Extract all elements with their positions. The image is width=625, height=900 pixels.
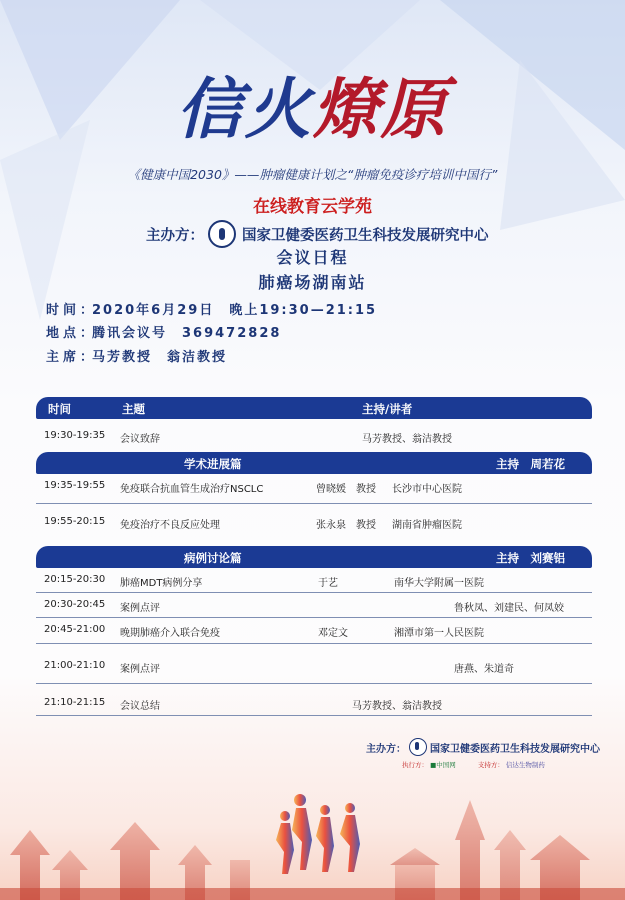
subtitle: 《健康中国2030》——肿瘤健康计划之“肿瘤免疫诊疗培训中国行” — [127, 167, 498, 182]
section-host: 主持 周若花 — [496, 457, 565, 471]
row-speaker: 张永泉 教授 — [316, 520, 376, 531]
sponsor-support-label: 支持方： — [477, 761, 504, 769]
row-topic: 免疫治疗不良反应处理 — [120, 520, 220, 531]
hero-title-part1: 信火 — [176, 71, 313, 148]
section-host: 主持 刘赛铝 — [496, 551, 565, 565]
row-time: 20:15-20:30 — [44, 574, 106, 585]
row-speaker: 邓定文 — [318, 628, 348, 639]
edu-title: 在线教育云学苑 — [253, 197, 372, 217]
row-divider — [36, 715, 592, 716]
row-topic: 会议致辞 — [120, 434, 160, 445]
footer-organizer — [366, 738, 600, 756]
info-time — [46, 299, 377, 318]
row-time: 19:55-20:15 — [44, 516, 106, 527]
row-speaker: 马芳教授、翁洁教授 — [352, 701, 442, 712]
row-time: 19:35-19:55 — [44, 480, 106, 491]
row-time: 21:10-21:15 — [44, 697, 106, 708]
row-topic: 案例点评 — [120, 603, 160, 614]
row-topic: 会议总结 — [120, 701, 160, 712]
section-title: 学术进展篇 — [184, 457, 242, 471]
info-time-value: 2020年6月29日 晚上19:30—21:15 — [92, 303, 378, 318]
footer-organizer-label: 主办方： — [366, 743, 406, 755]
row-topic: 肺癌MDT病例分享 — [120, 578, 203, 589]
organizer-label: 主办方： — [146, 227, 204, 244]
row-time: 21:00-21:10 — [44, 660, 106, 671]
info-chair — [46, 346, 227, 365]
info-chair-label: 主席： — [46, 350, 98, 365]
schedule-title: 会议日程 — [276, 248, 349, 267]
info-time-label: 时间： — [46, 303, 98, 318]
info-place-label: 地点： — [46, 326, 98, 341]
row-topic: 案例点评 — [120, 664, 160, 675]
sponsor-exec-label: 执行方： — [402, 761, 428, 769]
row-time: 20:30-20:45 — [44, 599, 106, 610]
row-speaker: 唐燕、朱道奇 — [454, 664, 514, 675]
footer-organizer-name: 国家卫健委医药卫生科技发展研究中心 — [430, 743, 600, 755]
skyline-illustration — [0, 760, 625, 900]
header-time: 时间 — [48, 402, 71, 416]
organizer-name: 国家卫健委医药卫生科技发展研究中心 — [242, 227, 489, 244]
row-speaker: 于艺 — [318, 578, 338, 589]
row-time: 20:45-21:00 — [44, 624, 106, 635]
section-title: 病例讨论篇 — [184, 551, 242, 565]
row-hospital: 长沙市中心医院 — [392, 484, 462, 495]
header-host: 主持/讲者 — [362, 402, 413, 416]
row-hospital: 湖南省肿瘤医院 — [392, 520, 462, 531]
sponsor-support-name: 信达生物制药 — [505, 761, 545, 769]
row-hospital: 南华大学附属一医院 — [394, 578, 484, 589]
footer-logo-icon — [409, 738, 427, 756]
row-speaker: 鲁秋凤、刘建民、何凤姣 — [454, 603, 564, 614]
hero-title-part2: 燎原 — [312, 71, 449, 148]
row-speaker: 马芳教授、翁洁教授 — [362, 434, 452, 445]
row-divider — [36, 617, 592, 618]
organizer — [146, 220, 489, 248]
sponsor-exec-name: ■中国网 — [430, 761, 456, 769]
section-header — [36, 452, 592, 474]
organizer-logo-icon — [208, 220, 236, 248]
section-header — [36, 546, 592, 568]
row-hospital: 湘潭市第一人民医院 — [394, 628, 484, 639]
row-divider — [36, 503, 592, 504]
header-topic: 主题 — [122, 402, 145, 416]
row-speaker: 曾晓媛 教授 — [316, 484, 376, 495]
hero-title — [0, 70, 625, 150]
row-time: 19:30-19:35 — [44, 430, 106, 441]
info-place-value: 腾讯会议号 369472828 — [92, 326, 282, 341]
row-divider — [36, 643, 592, 644]
row-topic: 免疫联合抗血管生成治疗NSCLC — [120, 484, 264, 495]
row-divider — [36, 683, 592, 684]
info-chair-value: 马芳教授 翁洁教授 — [92, 350, 228, 365]
table-header — [36, 397, 592, 419]
info-place — [46, 322, 281, 341]
venue-title: 肺癌场湖南站 — [258, 273, 367, 292]
row-topic: 晚期肺癌介入联合免疫 — [120, 628, 220, 639]
row-divider — [36, 592, 592, 593]
